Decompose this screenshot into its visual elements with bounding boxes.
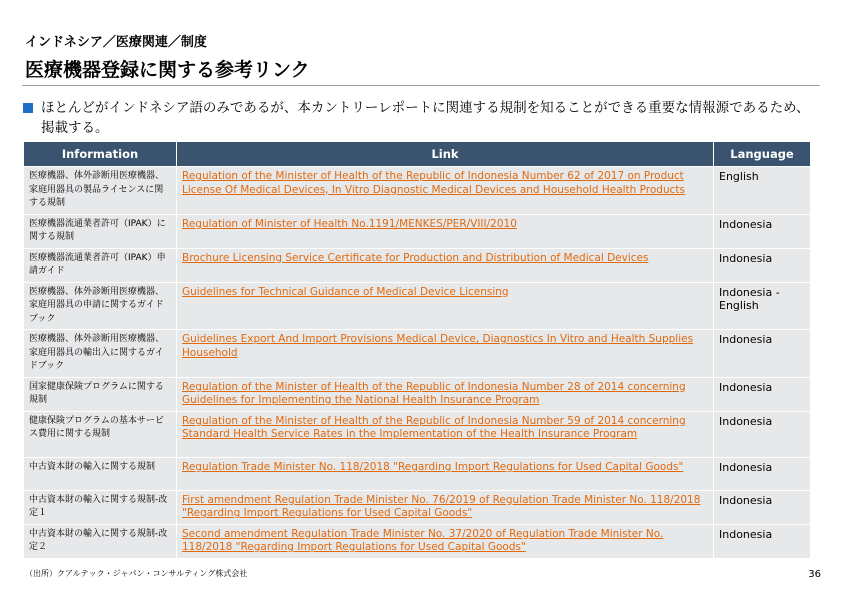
reference-link[interactable]: First amendment Regulation Trade Minister No. 76/2019 of Regulation Trade Minister No. 118/2018 "Regarding Import Regulations for Used Capital Goods" xyxy=(182,493,701,519)
table-row xyxy=(24,411,811,457)
info-cell: 医療機器流通業者許可（IPAK）申請ガイド xyxy=(24,248,177,282)
language-cell: Indonesia xyxy=(714,490,811,524)
intro-bullet xyxy=(23,98,823,138)
language-cell: Indonesia xyxy=(714,524,811,558)
table-row xyxy=(24,248,811,282)
column-header-language: Language xyxy=(714,142,811,167)
reference-link[interactable]: Regulation of the Minister of Health of the Republic of Indonesia Number 62 of 2017 on Product License Of Medical Devices, In Vitro Diagnostic Medical Devices and Household Health Products xyxy=(182,170,685,196)
intro-text: ほとんどがインドネシア語のみであるが、本カントリーレポートに関連する規制を知ることができる重要な情報源であるため、掲載する。 xyxy=(41,100,810,136)
table-row xyxy=(24,214,811,248)
table-row xyxy=(24,167,811,215)
info-cell: 健康保険プログラムの基本サービス費用に関する規制 xyxy=(24,411,177,457)
reference-links-table xyxy=(23,141,811,559)
reference-link[interactable]: Regulation of the Minister of Health of the Republic of Indonesia Number 28 of 2014 concerning Guidelines for Implementing the National Health Insurance Program xyxy=(182,380,686,406)
table-row xyxy=(24,457,811,490)
page-title: 医療機器登録に関する参考リンク xyxy=(25,59,310,81)
language-cell: Indonesia xyxy=(714,214,811,248)
title-divider xyxy=(22,85,820,86)
page-number: 36 xyxy=(808,569,821,580)
breadcrumb: インドネシア／医療関連／制度 xyxy=(25,35,207,50)
table-row xyxy=(24,282,811,330)
info-cell: 医療機器、体外診断用医療機器、家庭用器具の申請に関するガイドブック xyxy=(24,282,177,330)
reference-link[interactable]: Second amendment Regulation Trade Minister No. 37/2020 of Regulation Trade Minister No. 118/2018 "Regarding Import Regulations for Used Capital Goods" xyxy=(182,527,664,553)
reference-link[interactable]: Regulation of the Minister of Health of the Republic of Indonesia Number 59 of 2014 concerning Standard Health Service Rates in the Implementation of the Health Insurance Program xyxy=(182,414,686,440)
language-cell: English xyxy=(714,167,811,215)
reference-link[interactable]: Brochure Licensing Service Certificate for Production and Distribution of Medical Devices xyxy=(182,251,649,264)
table-row xyxy=(24,330,811,378)
language-cell: Indonesia xyxy=(714,248,811,282)
info-cell: 国家健康保険プログラムに関する規制 xyxy=(24,377,177,411)
reference-link[interactable]: Regulation Trade Minister No. 118/2018 "Regarding Import Regulations for Used Capital Goods" xyxy=(182,460,684,473)
table-header-row xyxy=(24,142,811,167)
reference-link[interactable]: Regulation of Minister of Health No.1191/MENKES/PER/VIII/2010 xyxy=(182,217,517,230)
info-cell: 中古資本財の輸入に関する規制 xyxy=(24,457,177,490)
square-bullet-icon xyxy=(23,103,33,113)
language-cell: Indonesia xyxy=(714,377,811,411)
language-cell: Indonesia xyxy=(714,457,811,490)
reference-link[interactable]: Guidelines Export And Import Provisions Medical Device, Diagnostics In Vitro and Health Supplies Household xyxy=(182,333,694,359)
table-row xyxy=(24,524,811,558)
info-cell: 医療機器、体外診断用医療機器、家庭用器具の製品ライセンスに関する規制 xyxy=(24,167,177,215)
column-header-link: Link xyxy=(177,142,714,167)
info-cell: 中古資本財の輸入に関する規制-改定２ xyxy=(24,524,177,558)
table-row xyxy=(24,377,811,411)
info-cell: 医療機器、体外診断用医療機器、家庭用器具の輸出入に関するガイドブック xyxy=(24,330,177,378)
info-cell: 医療機器流通業者許可（IPAK）に関する規制 xyxy=(24,214,177,248)
language-cell: Indonesia xyxy=(714,330,811,378)
info-cell: 中古資本財の輸入に関する規制-改定１ xyxy=(24,490,177,524)
table-row xyxy=(24,490,811,524)
reference-link[interactable]: Guidelines for Technical Guidance of Medical Device Licensing xyxy=(182,285,509,298)
source-note: （出所）クアルテック・ジャパン・コンサルティング株式会社 xyxy=(25,569,248,578)
column-header-information: Information xyxy=(24,142,177,167)
language-cell: Indonesia - English xyxy=(714,282,811,330)
language-cell: Indonesia xyxy=(714,411,811,457)
